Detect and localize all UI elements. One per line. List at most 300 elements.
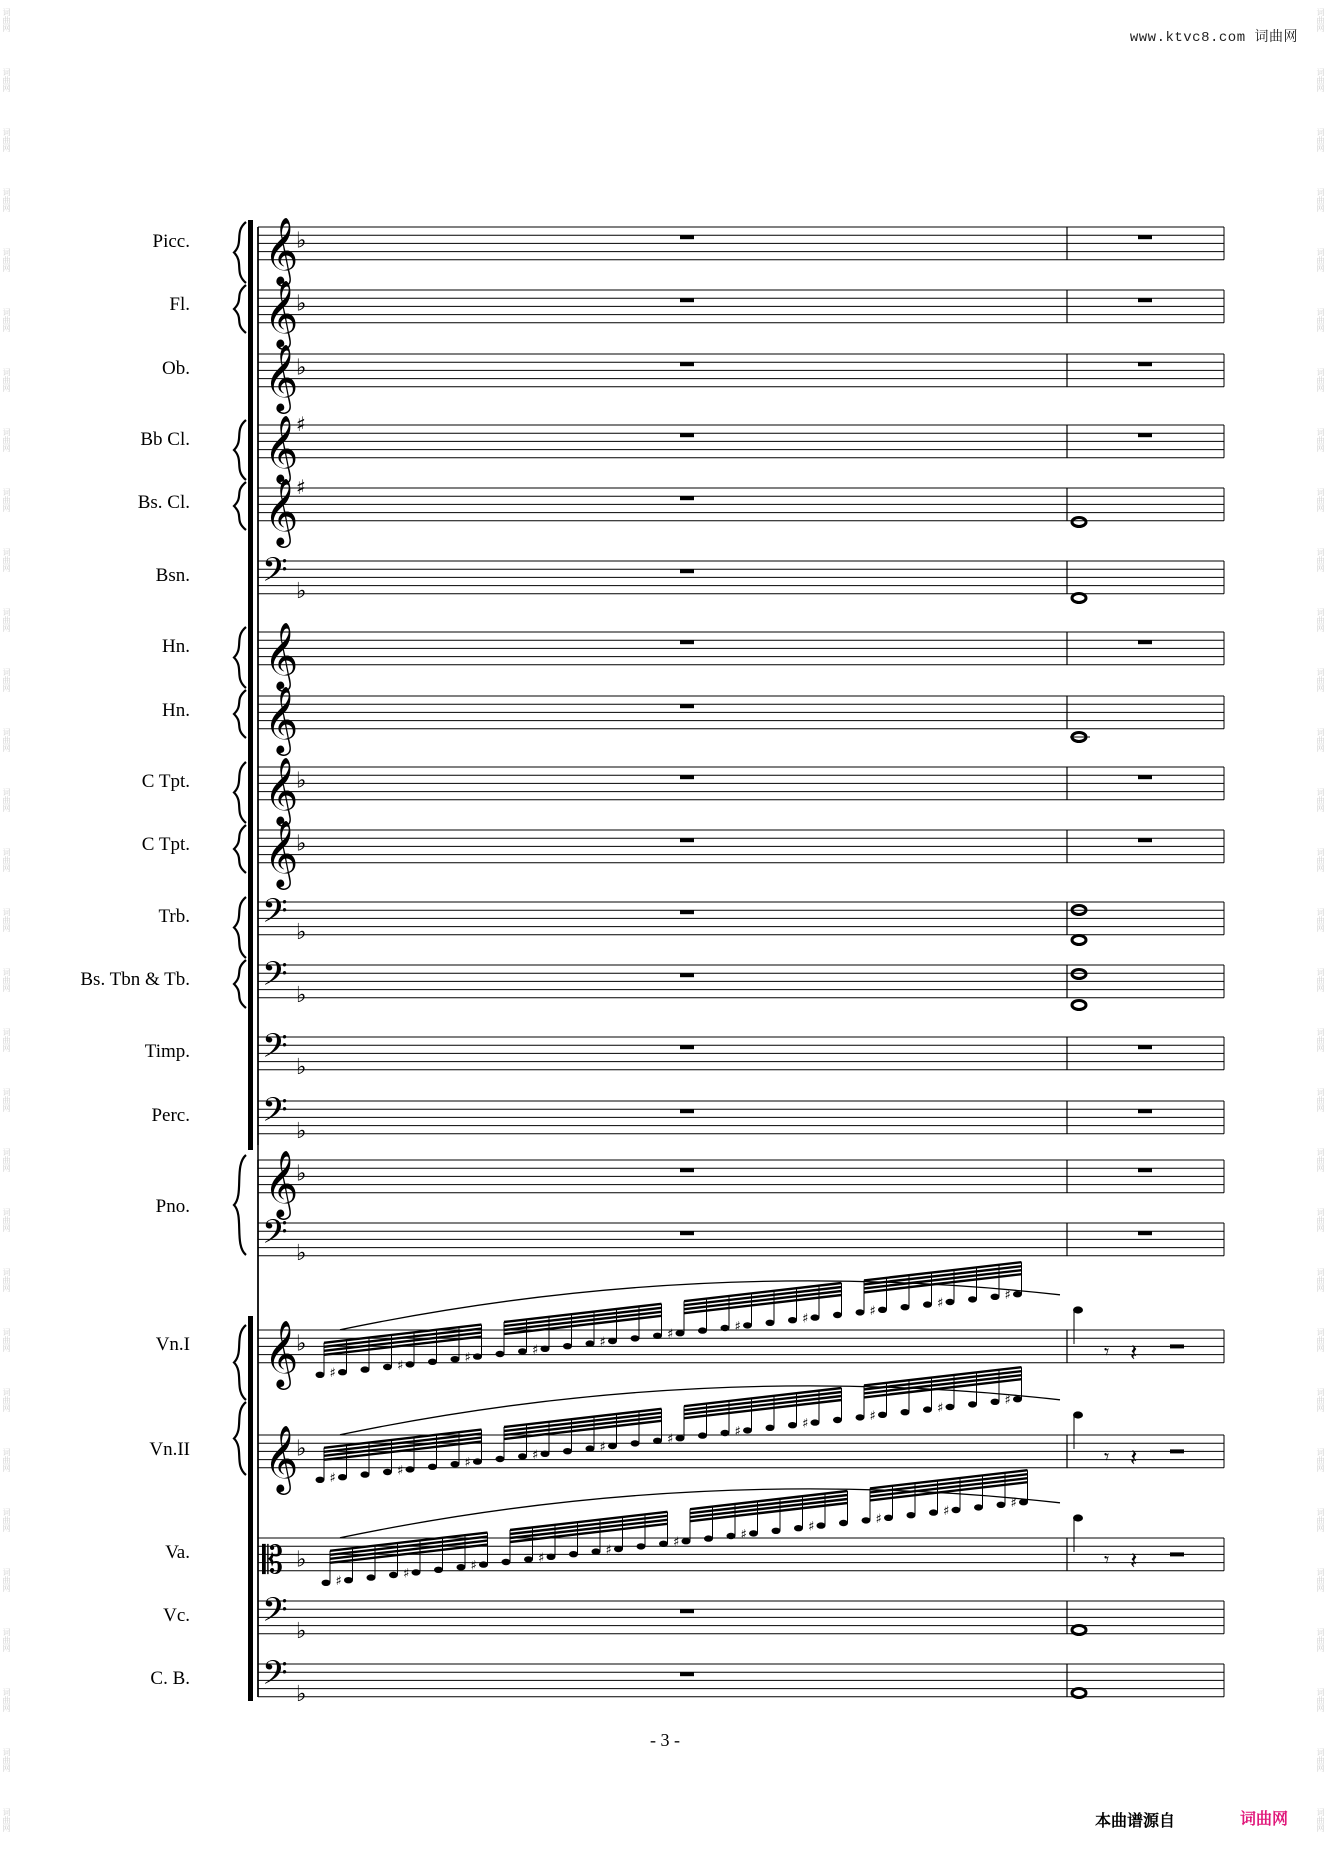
flat-sign: ♭ [296,919,307,945]
sixteenth-note [974,1504,983,1510]
sixteenth-note [946,1299,955,1305]
beam [510,1516,668,1534]
flat-sign: ♭ [296,1436,307,1462]
sixteenth-note [907,1512,916,1518]
watermark-glyph: 词曲网 [2,68,11,92]
sixteenth-note [473,1458,482,1464]
watermark-glyph: 词曲网 [1316,1208,1325,1232]
flat-sign: ♭ [296,768,307,794]
sixteenth-note [653,1438,662,1444]
sixteenth-note [884,1515,893,1521]
sixteenth-note [991,1399,1000,1405]
sixteenth-note [811,1314,820,1320]
flat-sign: ♭ [296,831,307,857]
half-rest [1170,1344,1184,1348]
whole-rest [680,1045,694,1049]
watermark-glyph: 词曲网 [2,428,11,452]
watermark-glyph: 词曲网 [2,308,11,332]
watermark-glyph: 词曲网 [1316,188,1325,212]
header-site-name: 词曲网 [1254,30,1298,46]
watermark-glyph: 词曲网 [2,8,11,32]
sixteenth-note [817,1522,826,1528]
sharp-accidental: ♯ [1010,1496,1017,1512]
watermark-glyph: 词曲网 [1316,788,1325,812]
sharp-accidental: ♯ [869,1303,876,1319]
sharp-accidental: ♯ [403,1566,410,1582]
brace-cl [234,420,246,480]
eighth-rest: 𝄾 [1104,1547,1110,1572]
flat-sign: ♭ [296,1547,307,1573]
sharp-sign: ♯ [296,412,306,436]
staff [258,1092,1224,1144]
instrument-label: Bs. Tbn & Tb. [80,969,190,991]
flat-sign: ♭ [296,355,307,381]
sharp-accidental: ♯ [943,1504,950,1519]
flat-sign: ♭ [296,1161,307,1187]
sixteenth-note [1013,1396,1022,1402]
slur [340,1386,1060,1435]
quarter-rest: 𝄽 [1130,1546,1138,1575]
sixteenth-note [698,1327,707,1333]
whole-rest [1138,775,1152,779]
sixteenth-note [856,1309,865,1315]
sharp-accidental: ♯ [667,1327,674,1343]
whole-rest [680,362,694,366]
watermark-glyph: 词曲网 [1316,1688,1325,1712]
whole-rest [680,235,694,239]
sixteenth-note [743,1427,752,1433]
sixteenth-note [344,1577,353,1583]
sixteenth-note [856,1414,865,1420]
staff [258,552,1224,604]
brace-tpt1 [234,762,246,823]
flat-sign: ♭ [296,1618,307,1644]
footer-source-text: 本曲谱源自 [1095,1811,1176,1830]
sixteenth-note [502,1559,511,1565]
sharp-accidental: ♯ [673,1535,680,1551]
sixteenth-note [676,1330,685,1336]
whole-rest [680,1609,694,1613]
treble-clef: 𝄞 [264,342,299,411]
treble-clef: 𝄞 [264,818,299,887]
sharp-accidental: ♯ [538,1550,545,1566]
instrument-label: Bsn. [155,565,190,587]
slur [340,1489,1060,1538]
watermark-glyph: 词曲网 [2,128,11,152]
watermark-glyph: 词曲网 [1316,1388,1325,1412]
treble-clef: 𝄞 [264,684,299,753]
sixteenth-note [316,1477,325,1483]
sixteenth-note [569,1551,578,1557]
watermark-glyph: 词曲网 [1316,1508,1325,1532]
whole-rest [680,640,694,644]
sixteenth-note [727,1533,736,1539]
whole-rest [1138,640,1152,644]
brace-vn2 [234,1402,246,1475]
sixteenth-note [586,1340,595,1346]
brace-btb [234,960,246,1008]
beam [330,1541,488,1559]
staff [258,216,1224,287]
beam [324,1333,482,1351]
sixteenth-note [592,1548,601,1554]
instrument-label: Perc. [151,1105,190,1127]
sixteenth-note [923,1301,932,1307]
sixteenth-note [563,1448,572,1454]
treble-clef: 𝄞 [264,1423,299,1492]
staff [258,621,1224,692]
brace-picc [234,222,246,283]
bass-clef: 𝄢 [262,1591,288,1638]
instrument-label: C Tpt. [141,771,190,793]
sixteenth-note [901,1304,910,1310]
sixteenth-note [361,1471,370,1477]
sixteenth-note [428,1359,437,1365]
beam [684,1287,842,1305]
sixteenth-note [968,1401,977,1407]
sharp-accidental: ♯ [464,1455,471,1471]
watermark-glyph: 词曲网 [2,788,11,812]
flat-sign: ♭ [296,291,307,317]
whole-rest [1138,362,1152,366]
alto-clef: 𝄡 [262,1537,284,1582]
watermark-glyph: 词曲网 [1316,1448,1325,1472]
whole-rest [680,298,694,302]
beam [870,1474,1028,1492]
flat-sign: ♭ [296,1240,307,1266]
sixteenth-note [524,1556,533,1562]
staff [258,1214,1224,1266]
watermark-glyph: 词曲网 [2,1748,11,1772]
beam [324,1438,482,1456]
watermark-glyph: 词曲网 [1316,128,1325,152]
sixteenth-note [833,1417,842,1423]
sharp-accidental: ♯ [329,1366,336,1382]
sharp-accidental: ♯ [937,1296,944,1311]
sharp-accidental: ♯ [802,1416,809,1432]
whole-note [1072,518,1086,527]
sixteenth-note [698,1432,707,1438]
bass-clef: 𝄢 [262,892,288,939]
sharp-accidental: ♯ [875,1511,882,1527]
whole-note [1072,594,1086,603]
sixteenth-note [811,1419,820,1425]
sixteenth-note [721,1430,730,1436]
sharp-accidental: ♯ [605,1543,612,1558]
brace-fl [234,285,246,333]
sharp-sign: ♯ [296,475,306,499]
watermark-glyph: 词曲网 [2,1268,11,1292]
treble-clef: 𝄞 [264,755,299,824]
sharp-accidental: ♯ [470,1558,477,1574]
staff [258,819,1224,890]
sharp-accidental: ♯ [734,1424,741,1440]
sixteenth-note [637,1543,646,1549]
treble-clef: 𝄞 [264,215,299,284]
sixteenth-note [952,1507,961,1513]
whole-rest [1138,235,1152,239]
watermark-glyph: 词曲网 [2,1088,11,1112]
sixteenth-note [749,1530,758,1536]
sharp-accidental: ♯ [532,1447,539,1463]
sixteenth-note [659,1541,668,1547]
whole-note [1072,970,1086,979]
bass-clef: 𝄢 [262,1091,288,1138]
watermark-glyph: 词曲网 [1316,1088,1325,1112]
instrument-label: C. B. [150,1668,190,1690]
beam [504,1312,662,1330]
brace-piano [234,1155,246,1255]
sixteenth-note [338,1369,347,1375]
string-bracket [248,1316,253,1701]
woodwind-brass-bracket [248,220,253,1150]
flat-sign: ♭ [296,1054,307,1080]
watermark-glyph: 词曲网 [1316,308,1325,332]
flat-sign: ♭ [296,1331,307,1357]
sixteenth-note [457,1564,466,1570]
instrument-label: Timp. [144,1041,190,1063]
sixteenth-note [451,1356,460,1362]
staff [258,756,1224,827]
treble-clef: 𝄞 [264,476,299,545]
beam [684,1392,842,1410]
sixteenth-note [389,1572,398,1578]
quarter-rest: 𝄽 [1130,1443,1138,1472]
staff [258,343,1224,414]
whole-rest [680,1168,694,1172]
watermark-glyph: 词曲网 [1316,668,1325,692]
staff [258,1149,1224,1220]
flat-sign: ♭ [296,1118,307,1144]
sixteenth-note [997,1502,1006,1508]
staff [258,279,1224,350]
sixteenth-note [434,1567,443,1573]
half-rest [1170,1552,1184,1556]
beam [504,1308,662,1326]
watermark-glyph: 词曲网 [2,608,11,632]
quarter-rest: 𝄽 [1130,1338,1138,1367]
sharp-accidental: ♯ [599,1335,606,1350]
watermark-glyph: 词曲网 [1316,8,1325,32]
instrument-label: Fl. [169,294,190,316]
whole-rest [1138,1109,1152,1113]
sixteenth-note [653,1333,662,1339]
flat-sign: ♭ [296,1681,307,1707]
beam [504,1413,662,1431]
whole-rest [680,1231,694,1235]
sharp-accidental: ♯ [532,1342,539,1358]
whole-note [1072,1626,1086,1635]
sixteenth-note [406,1361,415,1367]
beam [690,1495,848,1513]
treble-clef: 𝄞 [264,413,299,482]
sixteenth-note [878,1412,887,1418]
footer-logo[interactable]: 词曲网 [1240,1809,1289,1828]
sharp-accidental: ♯ [869,1408,876,1424]
beam [684,1396,842,1414]
instrument-label: Bs. Cl. [137,492,190,514]
staff [258,1424,1224,1495]
sixteenth-note [383,1469,392,1475]
sixteenth-note [614,1546,623,1552]
page-number: - 3 - [650,1730,680,1750]
sixteenth-note [361,1366,370,1372]
watermark-glyph: 词曲网 [2,1148,11,1172]
sixteenth-note [631,1335,640,1341]
staves [258,216,1224,1707]
watermark-glyph: 词曲网 [1316,1028,1325,1052]
sharp-accidental: ♯ [667,1432,674,1448]
treble-clef: 𝄞 [264,1148,299,1217]
sharp-accidental: ♯ [335,1574,342,1590]
whole-rest [1138,1168,1152,1172]
sharp-accidental: ♯ [734,1319,741,1335]
sixteenth-note [547,1554,556,1560]
whole-rest [680,1109,694,1113]
whole-note [1072,936,1086,945]
watermark-glyph: 词曲网 [2,1028,11,1052]
watermark-glyph: 词曲网 [1316,488,1325,512]
staff [258,1319,1224,1390]
sixteenth-note [316,1372,325,1378]
sixteenth-note [479,1561,488,1567]
bass-clef: 𝄢 [262,551,288,598]
sixteenth-note [412,1569,421,1575]
watermark-glyph: 词曲网 [1316,1328,1325,1352]
whole-rest [680,973,694,977]
beam [504,1417,662,1435]
sixteenth-note [901,1409,910,1415]
sixteenth-note [794,1525,803,1531]
sixteenth-note [743,1322,752,1328]
watermark-glyph: 词曲网 [2,668,11,692]
flat-sign: ♭ [296,982,307,1008]
flat-sign: ♭ [296,228,307,254]
header-url-text[interactable]: www.ktvc8.com [1129,30,1246,46]
sixteenth-note [923,1406,932,1412]
watermark-glyph: 词曲网 [2,848,11,872]
watermark-glyph: 词曲网 [1316,1628,1325,1652]
bass-clef: 𝄢 [262,1654,288,1701]
whole-note [1072,1689,1086,1698]
sixteenth-note [322,1580,331,1586]
brace-trb [234,897,246,958]
whole-rest [680,496,694,500]
instrument-label: Ob. [162,358,190,380]
watermark-glyph: 词曲网 [1316,68,1325,92]
watermark-glyph: 词曲网 [1316,968,1325,992]
sharp-accidental: ♯ [1004,1393,1011,1409]
instrument-label: C Tpt. [141,834,190,856]
sixteenth-note [968,1296,977,1302]
whole-rest [680,569,694,573]
watermark-glyph: 词曲网 [2,1628,11,1652]
instrument-label: Bb Cl. [140,429,190,451]
watermark-glyph: 词曲网 [1316,428,1325,452]
treble-clef: 𝄞 [264,620,299,689]
watermark-glyph: 词曲网 [1316,1568,1325,1592]
beam [510,1520,668,1538]
sixteenth-note [862,1517,871,1523]
whole-rest [1138,1045,1152,1049]
watermark-glyph: 词曲网 [2,908,11,932]
whole-rest [680,775,694,779]
brace-bcl [234,482,246,530]
watermark-glyph: 词曲网 [1316,1748,1325,1772]
sixteenth-note [631,1440,640,1446]
slur [340,1281,1060,1330]
watermark-glyph: 词曲网 [1316,1268,1325,1292]
whole-note [1072,1001,1086,1010]
watermark-glyph: 词曲网 [1316,908,1325,932]
sixteenth-note [833,1312,842,1318]
sixteenth-note [451,1461,460,1467]
watermark-glyph: 词曲网 [2,248,11,272]
sixteenth-note [496,1351,505,1357]
sixteenth-note [788,1422,797,1428]
sixteenth-note [946,1404,955,1410]
staff [258,412,1224,485]
eighth-rest: 𝄾 [1104,1444,1110,1469]
beam [684,1291,842,1309]
sixteenth-note [428,1464,437,1470]
sharp-accidental: ♯ [464,1350,471,1366]
watermark-glyph: 词曲网 [2,1448,11,1472]
watermark-glyph: 词曲网 [1316,1148,1325,1172]
whole-rest [680,704,694,708]
sixteenth-note [721,1325,730,1331]
watermark-glyph: 词曲网 [2,968,11,992]
sixteenth-note [541,1451,550,1457]
watermark-glyph: 词曲网 [2,728,11,752]
watermark-glyph: 词曲网 [1316,1808,1325,1832]
string-run [316,1262,1185,1381]
brace-hn2 [234,690,246,738]
sixteenth-note [586,1445,595,1451]
sixteenth-note [338,1474,347,1480]
whole-rest [680,910,694,914]
bass-clef: 𝄢 [262,955,288,1002]
treble-clef: 𝄞 [264,1318,299,1387]
watermark-glyph: 词曲网 [1316,248,1325,272]
bass-clef: 𝄢 [262,1027,288,1074]
staff [258,1028,1224,1080]
sharp-accidental: ♯ [937,1401,944,1416]
beam [864,1270,1022,1288]
watermark-glyph: 词曲网 [2,1808,11,1832]
beam [690,1499,848,1517]
sharp-accidental: ♯ [808,1519,815,1535]
sixteenth-note [929,1509,938,1515]
watermark-glyph: 词曲网 [2,1388,11,1412]
sharp-accidental: ♯ [802,1311,809,1327]
whole-rest [680,1672,694,1676]
whole-rest [680,433,694,437]
watermark-glyph: 词曲网 [2,548,11,572]
sixteenth-note [608,1338,617,1344]
sixteenth-note [1013,1291,1022,1297]
sixteenth-note [878,1307,887,1313]
instrument-label: Vn.I [155,1334,190,1356]
watermark-glyph: 词曲网 [2,488,11,512]
staff [258,685,1224,756]
sharp-accidental: ♯ [1004,1288,1011,1304]
instrument-label: Va. [165,1542,190,1564]
watermark-glyph: 词曲网 [2,1328,11,1352]
sixteenth-note [383,1364,392,1370]
sixteenth-note [772,1528,781,1534]
sixteenth-note [991,1294,1000,1300]
